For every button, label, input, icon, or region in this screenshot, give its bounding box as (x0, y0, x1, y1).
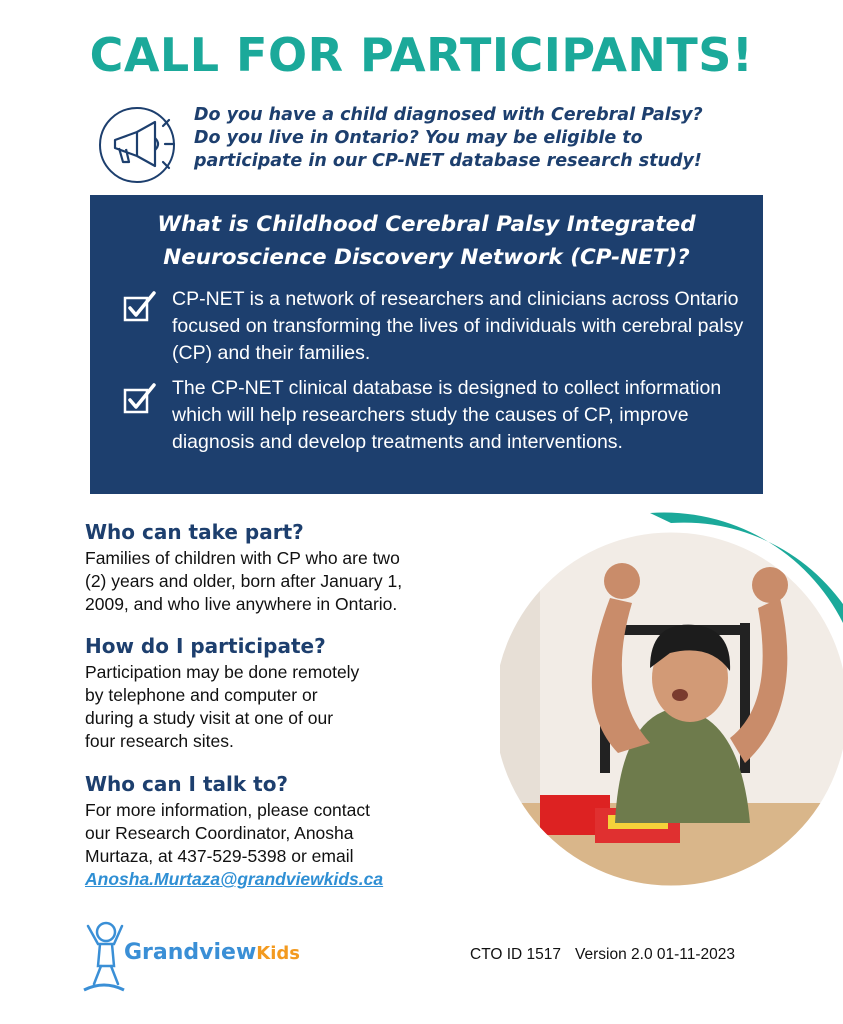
page-headline: CALL FOR PARTICIPANTS! (89, 28, 754, 82)
section-body-who-can-i-talk-to (85, 799, 505, 891)
body-line: Families of children with CP who are two (85, 548, 400, 568)
email-link[interactable]: Anosha.Murtaza@grandviewkids.ca (85, 869, 384, 889)
info-item: The CP-NET clinical database is designed to collect information which will help researchers study the causes of CP, improve diagnosis and develop treatments and interventions. (172, 377, 722, 453)
child-photo (500, 503, 843, 903)
child-figure-icon (80, 918, 126, 992)
body-line: (2) years and older, born after January 1, (85, 571, 403, 591)
info-box (90, 195, 763, 494)
body-line: four research sites. (85, 731, 234, 751)
logo-wordmark (124, 940, 300, 965)
intro-text (194, 104, 794, 173)
logo-word-kids: Kids (256, 943, 301, 964)
section-heading-who-can-i-talk-to: Who can I talk to? (85, 772, 289, 796)
section-heading-how-do-i-participate: How do I participate? (85, 634, 326, 658)
footer-study-info (470, 946, 735, 964)
section-body-who-can-take-part (85, 547, 505, 616)
checkbox-checked-icon (122, 289, 158, 325)
grandview-kids-logo (80, 918, 310, 992)
body-line: For more information, please contact (85, 800, 370, 820)
info-item: CP-NET is a network of researchers and clinicians across Ontario focused on transforming the lives of individuals with cerebral palsy (CP) and their families. (172, 288, 744, 364)
body-line: by telephone and computer or (85, 685, 318, 705)
logo-word: Grandview (124, 940, 257, 965)
body-line: Murtaza, at 437-529-5398 or email (85, 846, 354, 866)
intro-line: Do you have a child diagnosed with Cerebral Palsy? (194, 105, 703, 125)
version-date: Version 2.0 01-11-2023 (575, 946, 736, 963)
checkbox-checked-icon (122, 381, 158, 417)
intro-line: participate in our CP-NET database research study! (194, 151, 702, 171)
info-box-title (90, 208, 763, 274)
cto-id: CTO ID 1517 (470, 946, 562, 963)
section-heading-who-can-take-part: Who can take part? (85, 520, 304, 544)
body-line: Participation may be done remotely (85, 662, 360, 682)
info-title-line: Neuroscience Discovery Network (CP-NET)? (163, 245, 690, 270)
info-title-line: What is Childhood Cerebral Palsy Integrated (157, 212, 696, 237)
body-line: 2009, and who live anywhere in Ontario. (85, 594, 398, 614)
body-line: our Research Coordinator, Anosha (85, 823, 354, 843)
intro-line: Do you live in Ontario? You may be eligible to (194, 128, 643, 148)
section-body-how-do-i-participate (85, 661, 505, 753)
megaphone-icon (97, 102, 183, 188)
body-line: during a study visit at one of our (85, 708, 334, 728)
